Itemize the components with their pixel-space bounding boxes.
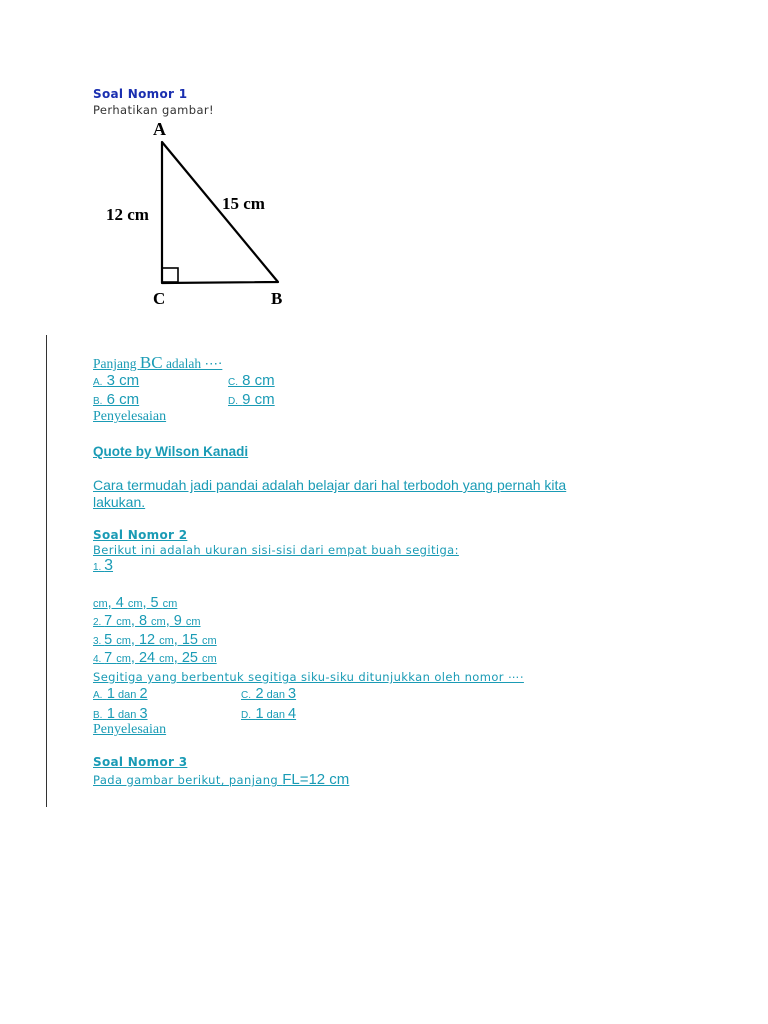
option-value: 6 cm — [106, 391, 140, 408]
q3-text-body: Pada gambar berikut, panjang — [93, 773, 283, 787]
option-num-b: 4 — [288, 706, 297, 722]
option-num-b: 3 — [288, 686, 297, 702]
side-ab-label: 15 cm — [222, 194, 265, 213]
unit: cm — [185, 616, 201, 628]
q2-item-1-rest[interactable] — [93, 594, 177, 612]
unit: cm — [202, 635, 217, 647]
q2-item-2[interactable] — [93, 612, 201, 630]
unit: cm — [159, 653, 174, 665]
q2-item-4[interactable] — [93, 649, 217, 667]
number: , 5 — [142, 595, 163, 611]
number: , 4 — [107, 595, 128, 611]
unit: cm — [159, 635, 174, 647]
quote-heading[interactable]: Quote by Wilson Kanadi — [93, 444, 249, 459]
number: , 8 — [130, 613, 152, 629]
q3-title[interactable]: Soal Nomor 3 — [93, 755, 188, 769]
unit: cm — [116, 616, 131, 628]
q2-option-a[interactable] — [93, 685, 148, 703]
unit: cm — [151, 616, 166, 628]
q1-question — [93, 353, 222, 373]
q1-question-var: BC — [139, 353, 163, 372]
option-connector: dan — [114, 709, 140, 721]
q2-solution-link[interactable]: Penyelesaian — [93, 722, 167, 737]
item-label: 2. — [93, 617, 105, 628]
q1-option-a[interactable] — [93, 372, 139, 389]
option-letter: C. — [241, 690, 251, 701]
option-num-a: 1 — [106, 686, 115, 702]
option-letter: D. — [241, 710, 251, 721]
option-letter: A. — [93, 690, 103, 701]
item-label: 3. — [93, 636, 105, 647]
number: , 15 — [173, 632, 202, 648]
quote-line-1[interactable]: Cara termudah jadi pandai adalah belajar dari hal terbodoh yang pernah kita — [93, 477, 567, 493]
q2-item-3[interactable] — [93, 631, 217, 649]
option-value: 3 cm — [106, 372, 140, 389]
q2-item-1-head[interactable] — [93, 557, 113, 575]
unit: cm — [116, 635, 131, 647]
q2-option-b[interactable] — [93, 705, 148, 723]
unit: cm — [116, 653, 131, 665]
number: 7 — [104, 613, 117, 629]
option-connector: dan — [263, 709, 288, 721]
number: , 24 — [130, 650, 160, 666]
number: , 12 — [130, 632, 160, 648]
option-connector: dan — [114, 689, 140, 701]
number: , 9 — [165, 613, 186, 629]
number: , 25 — [173, 650, 202, 666]
item-label: 4. — [93, 654, 105, 665]
option-letter: A. — [93, 377, 103, 388]
q2-question[interactable]: Segitiga yang berbentuk segitiga siku-siku ditunjukkan oleh nomor ⋯⋅ — [93, 670, 524, 684]
q1-instruction: Perhatikan gambar! — [93, 103, 215, 117]
option-num-a: 1 — [106, 706, 115, 722]
q3-text[interactable] — [93, 771, 349, 788]
option-num-b: 3 — [139, 706, 148, 722]
unit: cm — [202, 653, 217, 665]
number: 5 — [104, 632, 117, 648]
item-number: 3 — [104, 557, 114, 574]
unit: cm — [162, 598, 178, 610]
right-angle-marker — [162, 268, 178, 282]
q2-option-d[interactable] — [241, 705, 296, 723]
vertex-a-label: A — [153, 119, 166, 139]
option-letter: D. — [228, 396, 238, 407]
side-ac-label: 12 cm — [106, 205, 149, 224]
unit: cm — [93, 598, 108, 610]
q1-title: Soal Nomor 1 — [93, 87, 188, 101]
option-num-a: 1 — [255, 706, 264, 722]
option-letter: C. — [228, 377, 238, 388]
quote-line-2[interactable]: lakukan. — [93, 494, 146, 510]
unit: cm — [127, 598, 143, 610]
q3-value: FL=12 cm — [282, 771, 350, 788]
item-label: 1. — [93, 562, 105, 573]
q2-intro[interactable]: Berikut ini adalah ukuran sisi-sisi dari empat buah segitiga: — [93, 543, 459, 557]
q1-option-b[interactable] — [93, 391, 139, 408]
option-value: 8 cm — [242, 372, 275, 389]
q1-option-d[interactable] — [228, 391, 275, 408]
option-value: 9 cm — [242, 391, 275, 408]
option-letter: B. — [93, 710, 103, 721]
q1-question-suffix: adalah ⋯⋅ — [162, 356, 223, 371]
q2-option-c[interactable] — [241, 685, 296, 703]
option-connector: dan — [263, 689, 288, 701]
option-num-b: 2 — [139, 686, 148, 702]
vertex-b-label: B — [271, 289, 283, 308]
left-margin-bar — [46, 335, 47, 807]
q2-title[interactable]: Soal Nomor 2 — [93, 528, 188, 542]
vertex-c-label: C — [153, 289, 166, 308]
triangle-figure — [100, 115, 300, 310]
q1-solution-link[interactable]: Penyelesaian — [93, 409, 167, 424]
q1-option-c[interactable] — [228, 372, 275, 389]
number: 7 — [104, 650, 117, 666]
option-num-a: 2 — [255, 686, 264, 702]
option-letter: B. — [93, 396, 103, 407]
q1-question-prefix: Panjang — [93, 356, 140, 371]
